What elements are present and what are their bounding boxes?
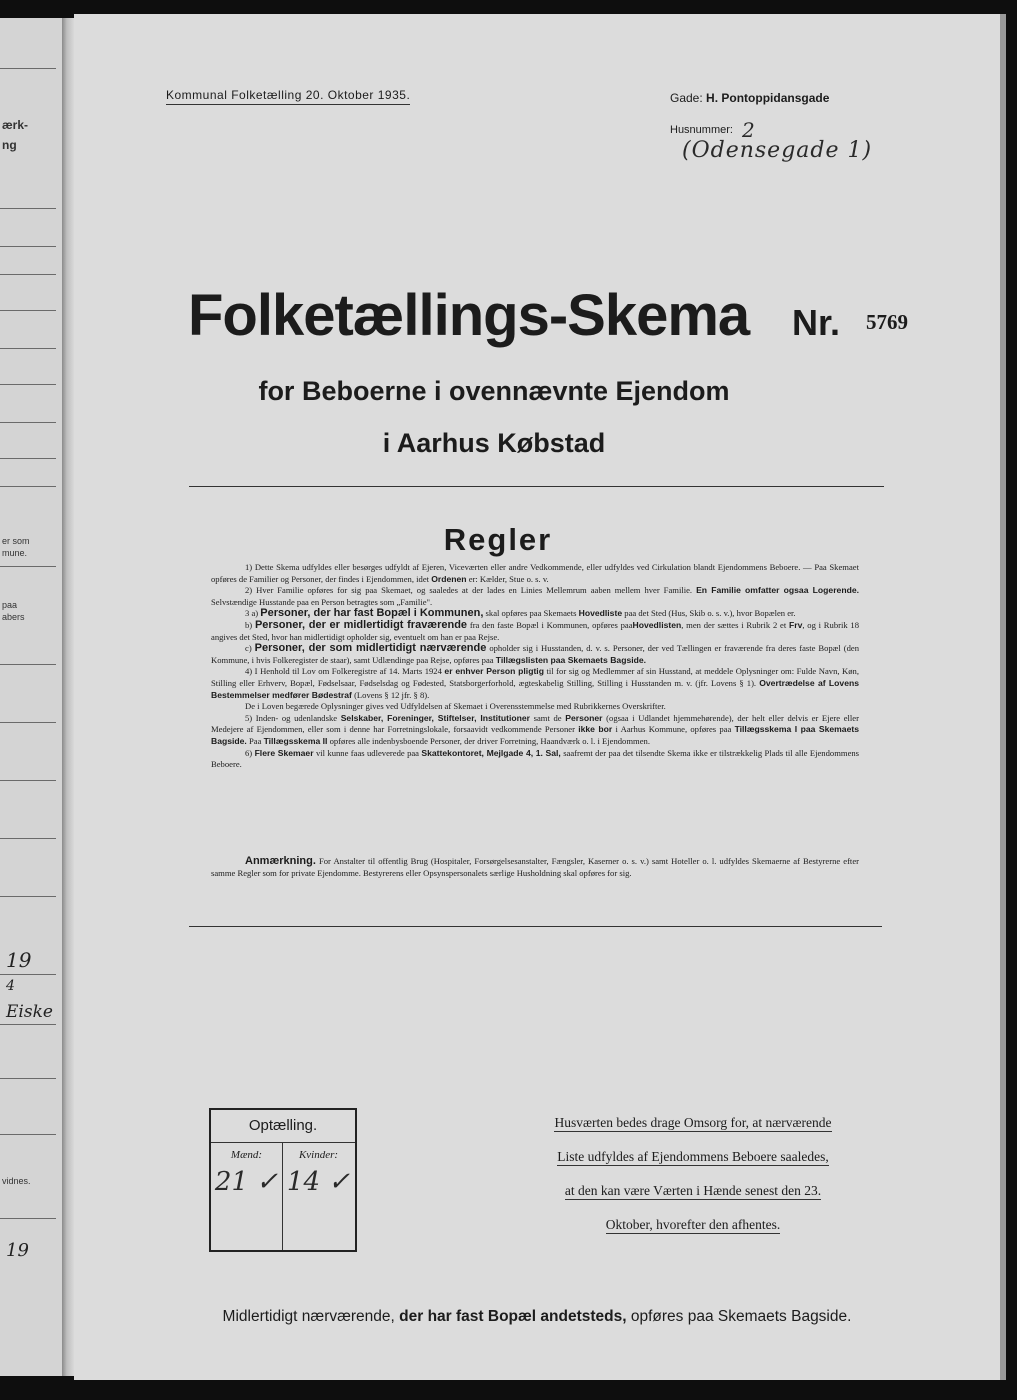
divider xyxy=(0,1218,56,1219)
divider xyxy=(0,664,56,665)
divider xyxy=(0,566,56,567)
tally-box xyxy=(209,1108,357,1252)
divider xyxy=(0,722,56,723)
rule-4-note: De i Loven begærede Oplysninger gives ved Udfyldelsen af Skemaet i Overensstemmelse med Rubrikkernes Overskrifter. xyxy=(245,701,666,712)
house-number-label: Husnummer: xyxy=(670,124,733,136)
left-handwriting: Eiske xyxy=(6,1002,53,1022)
divider xyxy=(0,68,56,69)
rule-5: 5) Inden- og udenlandske Selskaber, Foreninger, Stiftelser, Institutioner samt de Personer (ogsaa i Udlandet hjemmehørende), der helt eller delvis er Ejere eller Medejere af Ejendommen, eller som i denne har Forretningslokale, forsaavidt vedkommende Personer ikke bor i Aarhus Kommune, opføres paa Tillægsskema I paa Skemaets Bagside. Paa Tillægsskema II opføres alle indenbysboende Personer, der driver Forretning, Haandværk o. l. i Ejendommen. xyxy=(211,712,859,746)
house-number-value: 2 xyxy=(742,118,755,142)
divider xyxy=(0,246,56,247)
remark-label: Anmærkning. xyxy=(245,855,316,867)
remark xyxy=(211,856,859,879)
rule-2: 2) Hver Familie opføres for sig paa Skemaet, og saaledes at der lades en Linies Mellemrum aaben mellem hver Familie. En Familie omfatter ogsaa Logerende. Selvstændige Husstande paa en Person betragtes som „Familie". xyxy=(211,585,859,607)
left-handwriting: 4 xyxy=(6,978,15,994)
divider xyxy=(0,486,56,487)
left-fragment: abers xyxy=(2,612,25,622)
census-title: Kommunal Folketælling 20. Oktober 1935. xyxy=(166,88,410,105)
notice-line: at den kan være Værten i Hænde senest den 23. xyxy=(564,1183,822,1198)
divider xyxy=(0,458,56,459)
notice-line: Liste udfyldes af Ejendommens Beboere saaledes, xyxy=(557,1149,829,1164)
footer-note: Midlertidigt nærværende, der har fast Bopæl andetsteds, opføres paa Skemaets Bagside. xyxy=(222,1308,852,1325)
remark-text: For Anstalter til offentlig Brug (Hospitaler, Forsørgelsesanstalter, Fængsler, Kaserner o. s. v.) samt Hoteller o. l. udfyldes Skemaerne af Bestyrerne efter samme Regler som for private Ejendomme. Bestyrerens eller Opsynspersonalets særlige Husholdning skal opføres for sig. xyxy=(211,856,859,878)
divider xyxy=(0,384,56,385)
tally-men-label: Mænd: xyxy=(230,1149,263,1161)
rules-heading: Regler xyxy=(443,522,553,557)
divider xyxy=(0,208,56,209)
tally-title: Optælling. xyxy=(211,1110,355,1143)
left-fragment: mune. xyxy=(2,548,28,558)
notice-line: Husværten bedes drage Omsorg for, at nærværende xyxy=(554,1115,832,1130)
house-number-alternate: (Odensegade 1) xyxy=(682,138,873,163)
form-number-value: 5769 xyxy=(866,310,908,334)
rule-1: 1) Dette Skema udfyldes eller besørges udfyldt af Ejeren, Viceværten eller andre Vedkommende, eller udfyldes ved Cirkulation blandt Ejendommens Beboere. — Paa Skemaet opføres de Familier og Personer, der findes i Ejendommen, idet Ordenen er: Kælder, Stue o. s. v. xyxy=(211,562,859,584)
divider xyxy=(0,1078,56,1079)
rule-6: 6) Flere Skemaer vil kunne faas udleverede paa Skattekontoret, Mejlgade 4, 1. Sal, saafremt der paa det tilsendte Skema ikke er tilstrækkelig Plads til alle Ejendommens Beboere. xyxy=(211,747,860,770)
left-facing-page xyxy=(0,18,64,1376)
rule-3c: c) Personer, der som midlertidigt nærværende opholder sig i Husstanden, d. v. s. Personer, der ved Tællingen er fraværende fra deres faste Bopæl (den Kommune, i hvis Folkeregister de staar), samt Udlændinge paa Rejse, opføres paa Tillægslisten paa Skemaets Bagside. xyxy=(211,642,860,665)
rule-3b: b) Personer, der er midlertidigt fraværende fra den faste Bopæl i Kommunen, opføres paaHovedlisten, men der sættes i Rubrik 2 et Frv, og i Rubrik 18 angives det Sted, hvor han midlertidigt opholder sig, eventuelt om han er paa Rejse. xyxy=(211,618,860,642)
left-fragment: ærk- xyxy=(2,118,29,132)
form-number-label: Nr. xyxy=(792,302,841,343)
census-form-page xyxy=(74,14,1000,1380)
page-edge xyxy=(1000,14,1006,1380)
divider xyxy=(0,1024,56,1025)
tally-women-label: Kvinder: xyxy=(298,1149,339,1161)
tally-men-value: 21 ✓ xyxy=(214,1167,279,1197)
left-fragment: vidnes. xyxy=(2,1176,31,1186)
tally-women-column xyxy=(283,1143,354,1250)
divider xyxy=(0,974,56,975)
divider xyxy=(0,780,56,781)
street-line xyxy=(670,91,829,105)
divider xyxy=(0,348,56,349)
book-gutter xyxy=(62,18,74,1376)
form-title: Folketællings-Skema xyxy=(188,283,750,348)
form-location: i Aarhus Købstad xyxy=(382,428,606,458)
rules-text xyxy=(211,562,859,771)
tally-women-value: 14 ✓ xyxy=(286,1167,351,1197)
left-handwriting: 19 xyxy=(6,1240,29,1261)
divider xyxy=(0,274,56,275)
divider xyxy=(189,486,884,487)
rule-3a: 3 a) Personer, der har fast Bopæl i Kommunen, skal opføres paa Skemaets Hovedliste paa det Sted (Hus, Skib o. s. v.), hvor Bopælen er. xyxy=(245,607,796,620)
divider xyxy=(0,838,56,839)
street-label: Gade: xyxy=(670,91,703,105)
divider xyxy=(0,896,56,897)
divider xyxy=(0,310,56,311)
left-fragment: er som xyxy=(2,536,30,546)
notice-line: Oktober, hvorefter den afhentes. xyxy=(605,1217,781,1232)
form-subtitle: for Beboerne i ovennævnte Ejendom xyxy=(258,376,730,406)
divider xyxy=(189,926,882,927)
left-fragment: paa xyxy=(2,600,18,610)
left-handwriting: 19 xyxy=(6,948,32,972)
tally-men-column xyxy=(211,1143,283,1250)
rule-4: 4) I Henhold til Lov om Folkeregistre af 14. Marts 1924 er enhver Person pligtig til for sig og Medlemmer af sin Husstand, at meddele Oplysninger om: Fulde Navn, Køn, Stilling eller Erhverv, Bopæl, Fødselsaar, Fødselsdag og Fødested, Statsborgerforhold, ægteskabelig Stilling, Stilling i Husstanden m. v. (jfr. Lovens § 1). Overtrædelse af Lovens Bestemmelser medfører Bødestraf (Lovens § 12 jfr. § 8). xyxy=(211,666,860,700)
street-value: H. Pontoppidansgade xyxy=(706,91,830,105)
landlord-notice xyxy=(518,1106,868,1242)
divider xyxy=(0,1134,56,1135)
divider xyxy=(0,422,56,423)
left-fragment: ng xyxy=(2,138,17,152)
